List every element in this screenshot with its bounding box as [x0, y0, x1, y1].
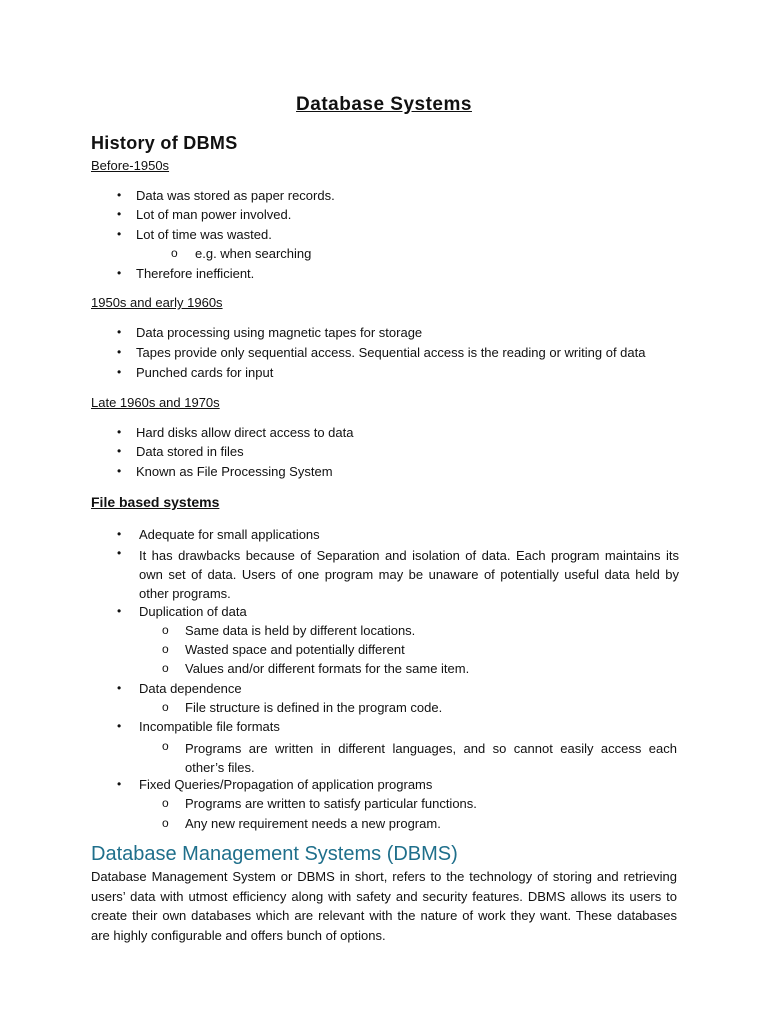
list-item: Data was stored as paper records. — [136, 188, 335, 203]
sub-bullet: o — [162, 816, 169, 830]
list-item: Lot of time was wasted. — [136, 227, 272, 242]
list-item: Lot of man power involved. — [136, 207, 292, 222]
sub-bullet: o — [162, 623, 169, 637]
list-item: Same data is held by different locations. — [185, 623, 416, 638]
bullet: • — [117, 681, 122, 695]
sub-bullet: o — [162, 642, 169, 656]
list-item: File structure is defined in the program code. — [185, 700, 443, 715]
bullet: • — [117, 207, 122, 221]
bullet: • — [117, 464, 122, 478]
bullet: • — [117, 527, 122, 541]
section-early-1960s: 1950s and early 1960s — [91, 295, 223, 310]
page-title: Database Systems — [296, 94, 472, 115]
bullet: • — [117, 425, 122, 439]
bullet: • — [117, 188, 122, 202]
list-item: Data stored in files — [136, 444, 244, 459]
list-item: Therefore inefficient. — [136, 266, 255, 281]
list-item: Incompatible file formats — [139, 719, 280, 734]
sub-bullet: o — [162, 796, 169, 810]
sub-bullet: o — [162, 739, 169, 753]
list-item: Tapes provide only sequential access. Sequential access is the reading or writing of data — [136, 345, 646, 360]
sub-bullet: o — [162, 661, 169, 675]
bullet: • — [117, 604, 122, 618]
sub-bullet: o — [171, 246, 178, 260]
list-item: Any new requirement needs a new program. — [185, 816, 441, 831]
list-item: Values and/or different formats for the same item. — [185, 661, 470, 676]
bullet: • — [117, 227, 122, 241]
sub-bullet: o — [162, 700, 169, 714]
list-item: It has drawbacks because of Separation and isolation of data. Each program maintains its own set of data. Users of one program may be unaware of potentially useful data held by other programs. — [139, 548, 679, 601]
list-item: Programs are written in different languages, and so cannot easily access each other’s files. — [185, 741, 677, 775]
list-item: Duplication of data — [139, 604, 247, 619]
bullet: • — [117, 266, 122, 280]
bullet: • — [117, 777, 122, 791]
list-item: Wasted space and potentially different — [185, 642, 405, 657]
list-item: Adequate for small applications — [139, 527, 320, 542]
list-item: Programs are written to satisfy particular functions. — [185, 796, 477, 811]
file-based-heading: File based systems — [91, 494, 220, 510]
bullet: • — [117, 345, 122, 359]
dbms-heading: Database Management Systems (DBMS) — [91, 843, 458, 865]
bullet: • — [117, 546, 122, 560]
bullet: • — [117, 719, 122, 733]
bullet: • — [117, 365, 122, 379]
dbms-paragraph: Database Management System or DBMS in short, refers to the technology of storing and retrieving users’ data with utmost efficiency along with safety and security features. DBMS allows its users to create their own databases which are relevant with the nature of work they want. These databases are highly configurable and offers bunch of options. — [91, 869, 677, 943]
section-late-1960s: Late 1960s and 1970s — [91, 395, 220, 410]
list-item: Fixed Queries/Propagation of application programs — [139, 777, 433, 792]
list-item: Data dependence — [139, 681, 242, 696]
bullet: • — [117, 444, 122, 458]
bullet: • — [117, 325, 122, 339]
list-item: Punched cards for input — [136, 365, 274, 380]
list-item: Known as File Processing System — [136, 464, 333, 479]
list-item: Data processing using magnetic tapes for storage — [136, 325, 423, 340]
list-item: e.g. when searching — [195, 246, 312, 261]
list-item: Hard disks allow direct access to data — [136, 425, 354, 440]
section-before-1950s: Before-1950s — [91, 158, 170, 173]
history-heading: History of DBMS — [91, 133, 238, 153]
